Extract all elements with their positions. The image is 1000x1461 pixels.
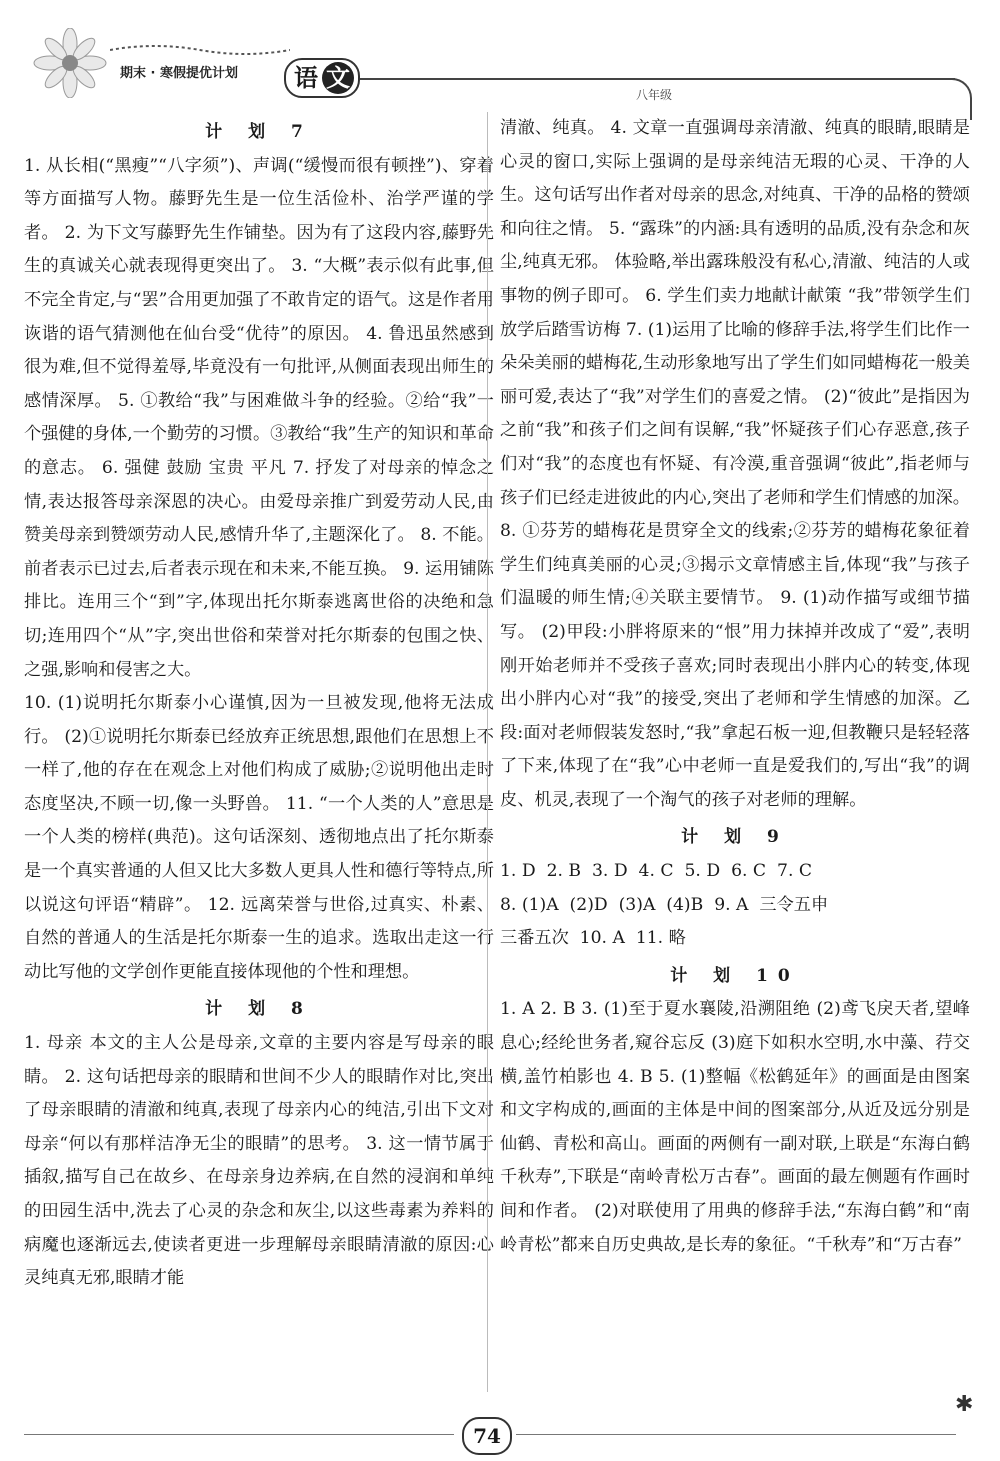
plan-7-answers: 1. 从长相(“黑瘦”“八字须”)、声调(“缓慢而很有顿挫”)、穿着等方面描写人物。藤野先生是一位生活俭朴、治学严谨的学者。 2. 为下文写藤野先生作铺垫。因为有了这段内容,藤野先生的真诚关心就表现得更突出了。 3. “大概”表示似有此事,但不完全肯定,与“罢”合用更加强了不敢肯定的语气。这是作者用诙谐的语气猜测他在仙台受“优待”的原因。 4. 鲁迅虽然感到很为难,但不觉得羞辱,毕竟没有一句批评,从侧面表现出师生的感情深厚。 5. ①教给“我”与困难做斗争的经验。②给“我”一个强健的身体,一个勤劳的习惯。③教给“我”生产的知识和革命的意志。 6. 强健 鼓励 宝贵 平凡 7. 抒发了对母亲的悼念之情,表达报答母亲深恩的决心。由爱母亲推广到爱劳动人民,由赞美母亲到赞颂劳动人民,感情升华了,主题深化了。 8. 不能。前者表示已过去,后者表示现在和未来,不能互换。 9. 运用铺陈排比。连用三个“到”字,体现出托尔斯泰逃离世俗的决绝和急切;连用四个“从”字,突出世俗和荣誉对托尔斯泰的包围之快、之强,影响和侵害之大。 — [24, 155, 494, 680]
right-column — [500, 112, 970, 1262]
star-icon: ✱ — [955, 1392, 974, 1417]
plan-9-line-2: 8. (1)A (2)D (3)A (4)B 9. A 三令五申 — [500, 894, 829, 915]
page-number: 74 — [462, 1417, 512, 1455]
section-title-plan-7: 计 划 7 — [205, 122, 313, 142]
plan-9-line-3: 三番五次 10. A 11. 略 — [500, 928, 686, 949]
footer-rule-left — [24, 1434, 454, 1435]
series-title: 期末 · 寒假提优计划 — [120, 66, 238, 81]
column-divider — [487, 112, 488, 1392]
subject-char-1: 语 — [294, 63, 318, 92]
section-title-plan-10: 计 划 10 — [670, 965, 800, 986]
section-title-plan-8: 计 划 8 — [205, 999, 313, 1020]
flower-icon — [30, 28, 110, 98]
grade-label: 八年级 — [636, 88, 673, 102]
plan-9-line-1: 1. D 2. B 3. D 4. C 5. D 6. C 7. C — [500, 861, 813, 882]
subject-char-2: 文 — [322, 62, 354, 94]
plan-8-answers: 1. 母亲 本文的主人公是母亲,文章的主要内容是写母亲的眼睛。 2. 这句话把母亲的眼睛和世间不少人的眼睛作对比,突出了母亲眼睛的清澈和纯真,表现了母亲内心的纯洁,引出下文对母亲“何以有那样洁净无尘的眼睛”的思考。 3. 这一情节属于插叙,描写自己在故乡、在母亲身边养病,在自然的浸润和单纯的田园生活中,洗去了心灵的杂念和灰尘,以这些毒素为养料的病魔也逐渐远去,使读者更进一步理解母亲眼睛清澈的原因:心灵纯真无邪,眼睛才能 — [24, 1033, 494, 1289]
dotted-ribbon-icon — [110, 42, 290, 58]
header-rule — [360, 78, 955, 80]
page-header — [0, 0, 1000, 110]
subject-badge — [284, 58, 360, 98]
footer-rule-right — [516, 1434, 956, 1435]
left-column — [24, 112, 494, 1296]
plan-7-answers-q10: 10. (1)说明托尔斯泰小心谨慎,因为一旦被发现,他将无法成行。 (2)①说明托尔斯泰已经放弃正统思想,跟他们在思想上不一样了,他的存在在观念上对他们构成了威胁;②说明他出走时态度坚决,不顾一切,像一头野兽。 11. “一个人类的人”意思是一个人类的榜样(典范)。这句话深刻、透彻地点出了托尔斯泰是一个真实普通的人但又比大多数人更具人性和德行等特点,所以说这句评语“精辟”。 12. 远离荣誉与世俗,过真实、朴素、自然的普通人的生活是托尔斯泰一生的追求。选取出走这一行动比写他的文学创作更能直接体现他的个性和理想。 — [24, 693, 494, 982]
plan-10-answers: 1. A 2. B 3. (1)至于夏水襄陵,沿溯阻绝 (2)鸢飞戾天者,望峰息心;经纶世务者,窥谷忘反 (3)庭下如积水空明,水中藻、荇交横,盖竹柏影也 4. B 5. (1)整幅《松鹤延年》的画面是由图案和文字构成的,画面的主体是中间的图案部分,从近及远分别是仙鹤、青松和高山。画面的两侧有一副对联,上联是“东海白鹤千秋寿”,下联是“南岭青松万古春”。画面的最左侧题有作画时间和作者。 (2)对联使用了用典的修辞手法,“东海白鹤”和“南岭青松”都来自历史典故,是长寿的象征。“千秋寿”和“万古春” — [500, 999, 970, 1255]
section-title-plan-9: 计 划 9 — [681, 827, 789, 848]
plan-8-answers-continued: 清澈、纯真。 4. 文章一直强调母亲清澈、纯真的眼睛,眼睛是心灵的窗口,实际上强调的是母亲纯洁无瑕的心灵、干净的人生。这句话写出作者对母亲的思念,对纯真、干净的品格的赞颂和向往之情。 5. “露珠”的内涵:具有透明的品质,没有杂念和灰尘,纯真无邪。 体验略,举出露珠般没有私心,清澈、纯洁的人或事物的例子即可。 6. 学生们卖力地献计献策 “我”带领学生们放学后踏雪访梅 7. (1)运用了比喻的修辞手法,将学生们比作一朵朵美丽的蜡梅花,生动形象地写出了学生们如同蜡梅花一般美丽可爱,表达了“我”对学生们的喜爱之情。 (2)“彼此”是指因为之前“我”和孩子们之间有误解,“我”怀疑孩子们心存恶意,孩子们对“我”的态度也有怀疑、有冷漠,重音强调“彼此”,指老师与孩子们已经走进彼此的内心,突出了老师和学生们情感的加深。 8. ①芬芳的蜡梅花是贯穿全文的线索;②芬芳的蜡梅花象征着学生们纯真美丽的心灵;③揭示文章情感主旨,体现“我”与孩子们温暖的师生情;④关联主要情节。 9. (1)动作描写或细节描写。 (2)甲段:小胖将原来的“恨”用力抹掉并改成了“爱”,表明刚开始老师并不受孩子喜欢;同时表现出小胖内心的转变,体现出小胖内心对“我”的接受,突出了老师和学生情感的加深。乙段:面对老师假装发怒时,“我”拿起石板一迎,但教鞭只是轻轻落了下来,体现了在“我”心中老师一直是爱我们的,写出“我”的调皮、机灵,表现了一个淘气的孩子对老师的理解。 — [500, 118, 970, 810]
